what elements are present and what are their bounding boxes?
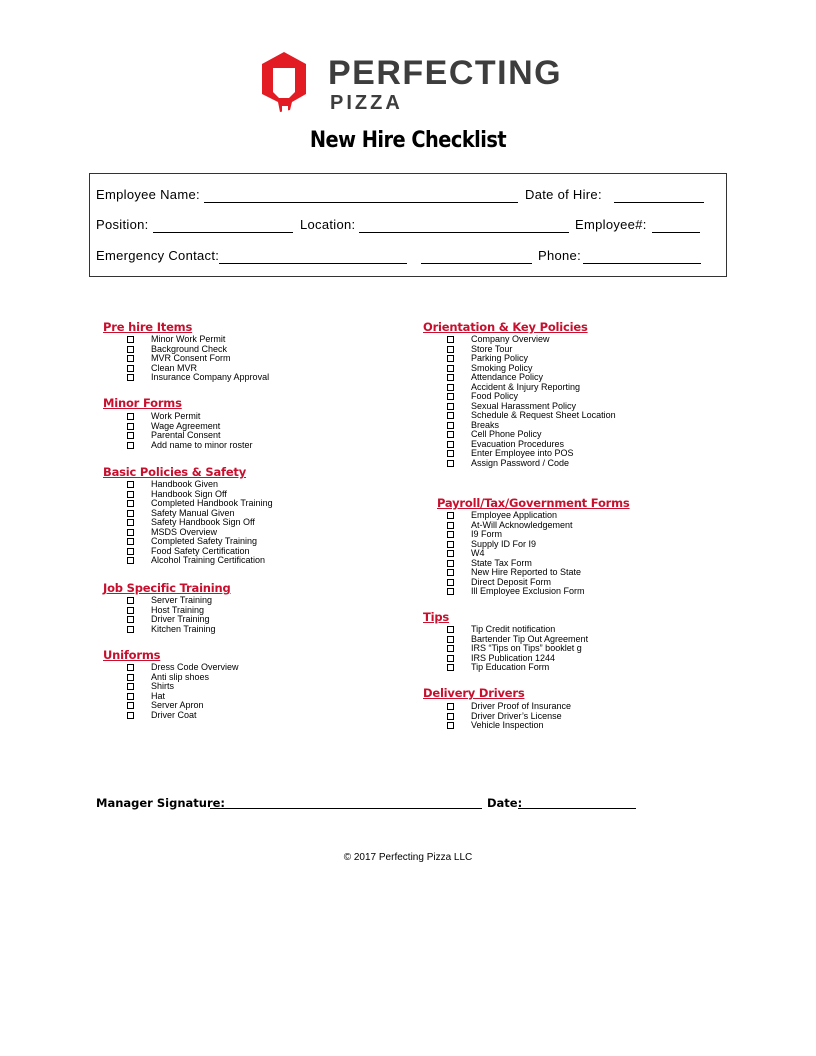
checklist-item-label: Background Check — [151, 343, 228, 354]
checkbox[interactable] — [127, 481, 134, 488]
checkbox[interactable] — [127, 616, 134, 623]
checkbox[interactable] — [447, 636, 454, 643]
location-field[interactable] — [359, 232, 569, 233]
checklist-item-label: Work Permit — [151, 411, 201, 421]
checklist-item-label: Smoking Policy — [471, 362, 533, 373]
checkbox[interactable] — [447, 664, 454, 671]
checklist-item-label: Hat — [151, 690, 166, 701]
checkbox[interactable] — [127, 693, 134, 700]
checkbox[interactable] — [127, 423, 134, 430]
checkbox[interactable] — [447, 560, 454, 567]
checkbox[interactable] — [447, 722, 454, 729]
checkbox[interactable] — [447, 569, 454, 576]
checklist-item-label: Store Tour — [471, 343, 513, 354]
checkbox[interactable] — [127, 683, 134, 690]
section-title: Orientation & Key Policies — [423, 320, 588, 334]
employee-name-field[interactable] — [204, 202, 518, 203]
checklist-item-label: Parking Policy — [471, 353, 529, 363]
date-of-hire-field[interactable] — [614, 202, 704, 203]
checklist-item-label: Employee Application — [471, 510, 558, 520]
checkbox[interactable] — [447, 460, 454, 467]
checklist-item-label: At-Will Acknowledgement — [471, 519, 573, 530]
checklist-item-label: Vehicle Inspection — [471, 720, 544, 730]
section-title: Delivery Drivers — [423, 686, 525, 700]
checkbox[interactable] — [127, 510, 134, 517]
employee-number-label: Employee#: — [575, 217, 647, 232]
checklist-item-label: Enter Employee into POS — [471, 448, 574, 458]
checklist-item-label: I9 Form — [471, 529, 503, 539]
checkbox[interactable] — [127, 365, 134, 372]
checklist-item-label: Safety Manual Given — [151, 507, 235, 518]
info-row-name — [96, 187, 720, 205]
checkbox[interactable] — [447, 422, 454, 429]
checkbox[interactable] — [447, 531, 454, 538]
date-of-hire-label: Date of Hire: — [525, 187, 602, 202]
checklist-item-label: Food Policy — [471, 391, 519, 401]
checkbox[interactable] — [447, 403, 454, 410]
checklist-item-label: IRS Publication 1244 — [471, 652, 556, 663]
checkbox[interactable] — [447, 550, 454, 557]
checklist-item-label: Bartender Tip Out Agreement — [471, 633, 589, 644]
checklist-item-label: Alcohol Training Certification — [151, 555, 266, 565]
checkbox[interactable] — [447, 512, 454, 519]
checkbox[interactable] — [447, 703, 454, 710]
checklist-item-label: MSDS Overview — [151, 526, 218, 537]
checklist-item-label: Driver Coat — [151, 709, 197, 720]
position-label: Position: — [96, 217, 149, 232]
section-title: Uniforms — [103, 648, 161, 662]
checklist-item-label: Completed Handbook Training — [151, 498, 273, 508]
checkbox[interactable] — [447, 450, 454, 457]
checkbox[interactable] — [127, 519, 134, 526]
checklist-item-label: Kitchen Training — [151, 623, 216, 634]
signature-date-label: Date: — [487, 796, 523, 810]
checkbox[interactable] — [447, 374, 454, 381]
emergency-contact-label: Emergency Contact: — [96, 248, 220, 263]
checkbox[interactable] — [127, 674, 134, 681]
checkbox[interactable] — [127, 413, 134, 420]
checklist-item-label: Safety Handbook Sign Off — [151, 517, 255, 527]
section-title: Pre hire Items — [103, 320, 193, 334]
phone-field[interactable] — [583, 263, 701, 264]
info-row-emergency — [96, 248, 720, 266]
checklist-item-label: Ill Employee Exclusion Form — [471, 586, 585, 596]
checklist-item-label: Supply ID For I9 — [471, 538, 537, 549]
checkbox[interactable] — [447, 522, 454, 529]
checklist-item-label: Server Training — [151, 595, 213, 605]
checkbox[interactable] — [127, 548, 134, 555]
checkbox[interactable] — [127, 529, 134, 536]
checkbox[interactable] — [127, 597, 134, 604]
checklist-item-label: MVR Consent Form — [151, 353, 231, 363]
checkbox[interactable] — [127, 500, 134, 507]
checklist-item-label: Shirts — [151, 681, 175, 691]
checklist-item-label: Minor Work Permit — [151, 334, 226, 344]
checklist-item-label: Company Overview — [471, 334, 550, 344]
checkbox[interactable] — [447, 626, 454, 633]
checkbox[interactable] — [127, 355, 134, 362]
manager-signature-field[interactable] — [210, 808, 482, 809]
checklist-item-label: Cell Phone Policy — [471, 429, 542, 439]
section-title: Job Specific Training — [103, 581, 231, 595]
employee-number-field[interactable] — [652, 232, 700, 233]
info-row-position — [96, 217, 720, 235]
checklist-item-label: Tip Credit notification — [471, 624, 556, 634]
checklist-item-label: Assign Password / Code — [471, 457, 570, 468]
checkbox[interactable] — [447, 431, 454, 438]
brand-name: PERFECTING — [328, 54, 563, 92]
checkbox[interactable] — [127, 432, 134, 439]
signature-date-field[interactable] — [518, 808, 636, 809]
page-title: New Hire Checklist — [309, 128, 507, 153]
checkbox[interactable] — [127, 557, 134, 564]
checkbox[interactable] — [127, 346, 134, 353]
checklist-item-label: Insurance Company Approval — [151, 372, 270, 382]
checklist-item-label: Evacuation Procedures — [471, 438, 565, 449]
checklist-item-label: Handbook Given — [151, 479, 219, 489]
checkbox[interactable] — [127, 607, 134, 614]
checkbox[interactable] — [127, 374, 134, 381]
section-title: Payroll/Tax/Government Forms — [437, 496, 630, 510]
checklist-item-label: Add name to minor roster — [151, 439, 253, 450]
location-label: Location: — [300, 217, 356, 232]
checklist-item-label: Breaks — [471, 419, 500, 430]
checklist-item-label: Parental Consent — [151, 430, 221, 440]
checklist-item-label: Driver Proof of Insurance — [471, 701, 572, 711]
checkbox[interactable] — [447, 393, 454, 400]
checkbox[interactable] — [447, 365, 454, 372]
copyright-footer: © 2017 Perfecting Pizza LLC — [343, 852, 473, 863]
checkbox[interactable] — [127, 538, 134, 545]
checklist-item-label: Clean MVR — [151, 362, 198, 373]
checkbox[interactable] — [447, 336, 454, 343]
checklist-item-label: Sexual Harassment Policy — [471, 400, 577, 411]
emergency-contact-field[interactable] — [219, 263, 407, 264]
checklist-item-label: Handbook Sign Off — [151, 488, 227, 499]
checkbox[interactable] — [127, 491, 134, 498]
checklist-item-label: State Tax Form — [471, 557, 532, 568]
checkbox[interactable] — [447, 655, 454, 662]
pizza-box-logo-icon — [258, 50, 310, 118]
checkbox[interactable] — [127, 626, 134, 633]
emergency-contact-second-field[interactable] — [421, 263, 532, 264]
position-field[interactable] — [153, 232, 293, 233]
checkbox[interactable] — [447, 384, 454, 391]
checkbox[interactable] — [447, 441, 454, 448]
checklist-item-label: Food Safety Certification — [151, 545, 250, 556]
checklist-item-label: Direct Deposit Form — [471, 576, 552, 587]
checklist-item-label: New Hire Reported to State — [471, 567, 582, 577]
phone-label: Phone: — [538, 248, 582, 263]
checkbox[interactable] — [447, 541, 454, 548]
checkbox[interactable] — [447, 346, 454, 353]
company-logo — [258, 50, 563, 120]
employee-name-label: Employee Name: — [96, 187, 200, 202]
checklist-item-label: W4 — [471, 548, 485, 558]
checkbox[interactable] — [127, 702, 134, 709]
checklist-item-label: Anti slip shoes — [151, 671, 210, 682]
section-title: Tips — [423, 610, 450, 624]
section-title: Minor Forms — [103, 396, 182, 410]
checklist-item-label: Host Training — [151, 604, 205, 615]
checklist-item-label: Driver Driver’s License — [471, 710, 562, 721]
checkbox[interactable] — [447, 645, 454, 652]
brand-subname: PIZZA — [330, 92, 403, 114]
checklist-item-label: Tip Education Form — [471, 662, 550, 672]
checkbox[interactable] — [447, 355, 454, 362]
checkbox[interactable] — [127, 442, 134, 449]
checkbox[interactable] — [447, 412, 454, 419]
checkbox[interactable] — [447, 588, 454, 595]
checklist-item-label: Attendance Policy — [471, 372, 544, 382]
checkbox[interactable] — [447, 713, 454, 720]
checkbox[interactable] — [127, 664, 134, 671]
checklist-item-label: Server Apron — [151, 700, 204, 710]
employee-info-box — [89, 173, 727, 277]
checklist-item-label: IRS “Tips on Tips” booklet g — [471, 643, 582, 653]
checklist-item-label: Accident & Injury Reporting — [471, 381, 581, 392]
checkbox[interactable] — [447, 579, 454, 586]
checklist-item-label: Driver Training — [151, 614, 210, 624]
section-title: Basic Policies & Safety — [103, 465, 247, 479]
checklist-item-label: Wage Agreement — [151, 420, 221, 431]
manager-signature-label: Manager Signature: — [96, 796, 226, 810]
checklist-item-label: Dress Code Overview — [151, 662, 239, 672]
checklist-item-label: Completed Safety Training — [151, 536, 258, 546]
checkbox[interactable] — [127, 336, 134, 343]
checklist-item-label: Schedule & Request Sheet Location — [471, 410, 616, 420]
checkbox[interactable] — [127, 712, 134, 719]
